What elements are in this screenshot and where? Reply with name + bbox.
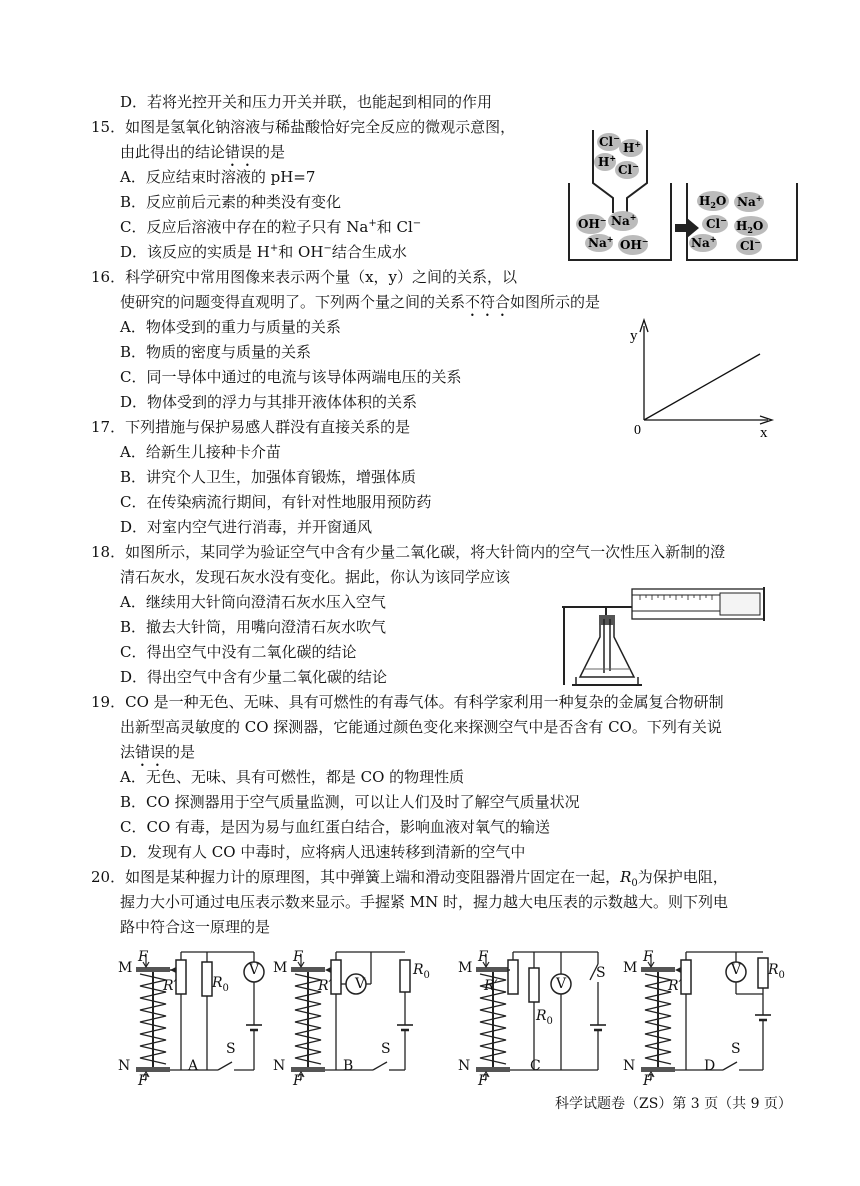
circuit-a-f-top: F <box>138 949 148 965</box>
q20-stem-line2: 握力大小可通过电压表示数来显示。手握紧 MN 时，握力越大电压表的示数越大。则下列电 <box>120 893 729 911</box>
circuit-d-v: V <box>731 962 742 978</box>
svg-text:Cl−: Cl− <box>706 215 727 231</box>
circuit-a-s: S <box>226 1041 236 1057</box>
q18-stem-line1: 18．如图所示，某同学为验证空气中含有少量二氧化碳，将大针筒内的空气一次性压入新制的澄 <box>91 543 726 561</box>
circuit-c-m-label: M <box>458 960 473 976</box>
q15-option-a: A．反应结束时溶液的 pH=7 <box>120 168 316 186</box>
circuit-d-f-top: F <box>643 949 653 965</box>
circuit-c-v: V <box>556 976 567 992</box>
svg-text:OH−: OH− <box>620 236 649 252</box>
circuit-d-n-label: N <box>623 1058 636 1074</box>
circuit-c-label: C <box>530 1058 541 1074</box>
svg-text:Na+: Na+ <box>588 234 614 250</box>
circuit-c-n-label: N <box>458 1058 471 1074</box>
q19-option-c: C．CO 有毒，是因为易与血红蛋白结合，影响血液对氧气的输送 <box>120 818 551 836</box>
circuit-b-n-label: N <box>273 1058 286 1074</box>
q16-option-c: C．同一导体中通过的电流与该导体两端电压的关系 <box>120 368 462 386</box>
q17-option-b: B．讲究个人卫生，加强体育锻炼，增强体质 <box>120 468 417 486</box>
q16-option-d: D．物体受到的浮力与其排开液体体积的关系 <box>120 393 418 411</box>
circuit-b-label: B <box>343 1058 354 1074</box>
y-axis-label: y <box>630 328 638 344</box>
q15-option-c: C．反应后溶液中存在的粒子只有 Na+和 Cl− <box>120 218 422 236</box>
q18-option-d: D．得出空气中含有少量二氧化碳的结论 <box>120 668 388 686</box>
circuit-c-rprime: R′ <box>484 978 498 994</box>
q15-option-b: B．反应前后元素的种类没有变化 <box>120 193 342 211</box>
svg-text:Cl−: Cl− <box>740 237 761 253</box>
circuit-d-label: D <box>704 1058 716 1074</box>
circuit-b-v: V <box>355 976 366 992</box>
circuit-d-rprime: R′ <box>668 978 682 994</box>
circuit-b-m-label: M <box>273 960 288 976</box>
q16-stem-line1: 16．科学研究中常用图像来表示两个量（x，y）之间的关系，以 <box>91 268 518 286</box>
circuit-a-rprime: R′ <box>163 978 177 994</box>
x-axis-label: x <box>760 425 768 441</box>
q19-stem-line3: 法错误的是 <box>120 743 196 761</box>
origin-label: 0 <box>634 423 641 438</box>
circuit-a-label: A <box>188 1058 199 1074</box>
circuit-c-f-top: F <box>478 949 488 965</box>
circuit-b-f-bottom: F <box>293 1073 303 1089</box>
svg-text:H+: H+ <box>598 153 617 169</box>
circuit-d-s: S <box>731 1041 741 1057</box>
circuit-d-r0: $R_0$ <box>768 962 785 981</box>
svg-text:H+: H+ <box>623 139 642 155</box>
q19-option-d: D．发现有人 CO 中毒时，应将病人迅速转移到清新的空气中 <box>120 843 526 861</box>
q17-stem: 17．下列措施与保护易感人群没有直接关系的是 <box>91 418 411 436</box>
q19-option-b: B．CO 探测器用于空气质量监测，可以让人们及时了解空气质量状况 <box>120 793 580 811</box>
q18-option-b: B．撤去大针筒，用嘴向澄清石灰水吹气 <box>120 618 387 636</box>
svg-text:Na+: Na+ <box>611 212 637 228</box>
q15-stem-line1: 15．如图是氢氧化钠溶液与稀盐酸恰好完全反应的微观示意图， <box>91 118 516 136</box>
svg-text:Na+: Na+ <box>691 234 717 250</box>
q20-stem-line3: 路中符合这一原理的是 <box>120 918 271 936</box>
svg-text:Na+: Na+ <box>737 193 763 209</box>
circuit-a <box>136 952 264 1080</box>
syringe-flask-apparatus <box>560 585 775 690</box>
svg-text:H2O: $H_2O$ <box>699 194 727 210</box>
svg-text:OH−: OH− <box>578 215 607 231</box>
q19-stem-line2: 出新型高灵敏度的 CO 探测器，它能通过颜色变化来探测空气中是否含有 CO。下列有关说 <box>120 718 722 736</box>
q16-stem-line2: 使研究的问题变得直观明了。下列两个量之间的关系不符合如图所示的是 <box>120 293 601 311</box>
linear-line <box>644 354 760 420</box>
neutralization-diagram <box>565 128 815 268</box>
circuit-a-r0: $R_0$ <box>212 975 229 994</box>
q15-stem-line2: 由此得出的结论错误的是 <box>120 143 286 161</box>
q14-option-d: D．若将光控开关和压力开关并联，也能起到相同的作用 <box>120 93 493 111</box>
svg-text:Cl−: Cl− <box>618 161 639 177</box>
q15-option-d: D．该反应的实质是 H+和 OH−结合生成水 <box>120 243 407 261</box>
linear-graph <box>628 318 778 444</box>
circuit-b-s: S <box>381 1041 391 1057</box>
circuit-b-rprime: R′ <box>318 978 332 994</box>
circuit-c-r0: $R_0$ <box>536 1008 553 1027</box>
circuit-d-m-label: M <box>623 960 638 976</box>
q20-stem-line1: 20．如图是某种握力计的原理图，其中弹簧上端和滑动变阻器滑片固定在一起，$R_0$为保护电阻， <box>91 868 728 889</box>
q16-option-a: A．物体受到的重力与质量的关系 <box>120 318 341 336</box>
svg-text:H2O: $H_2O$ <box>736 219 764 235</box>
q19-stem-line1: 19．CO 是一种无色、无味、具有可燃性的有毒气体。有科学家利用一种复杂的金属复合物研制 <box>91 693 724 711</box>
q17-option-a: A．给新生儿接种卡介苗 <box>120 443 281 461</box>
circuit-b-r0: $R_0$ <box>413 962 430 981</box>
svg-text:Cl−: Cl− <box>599 133 620 149</box>
q17-option-c: C．在传染病流行期间，有针对性地服用预防药 <box>120 493 432 511</box>
q19-option-a: A．无色、无味、具有可燃性，都是 CO 的物理性质 <box>120 768 465 786</box>
circuit-a-f-bottom: F <box>138 1073 148 1089</box>
q18-option-c: C．得出空气中没有二氧化碳的结论 <box>120 643 357 661</box>
q16-option-b: B．物质的密度与质量的关系 <box>120 343 312 361</box>
circuit-a-m-label: M <box>118 960 133 976</box>
q17-option-d: D．对室内空气进行消毒，并开窗通风 <box>120 518 373 536</box>
circuit-a-n-label: N <box>118 1058 131 1074</box>
page-footer: 科学试题卷（ZS）第 3 页（共 9 页） <box>555 1096 792 1112</box>
circuit-d-f-bottom: F <box>643 1073 653 1089</box>
circuit-b-f-top: F <box>293 949 303 965</box>
q18-stem-line2: 清石灰水，发现石灰水没有变化。据此，你认为该同学应该 <box>120 568 511 586</box>
circuit-c-s: S <box>596 965 606 981</box>
circuit-c-f-bottom: F <box>478 1073 488 1089</box>
q18-option-a: A．继续用大针筒向澄清石灰水压入空气 <box>120 593 386 611</box>
circuit-a-v: V <box>249 962 260 978</box>
